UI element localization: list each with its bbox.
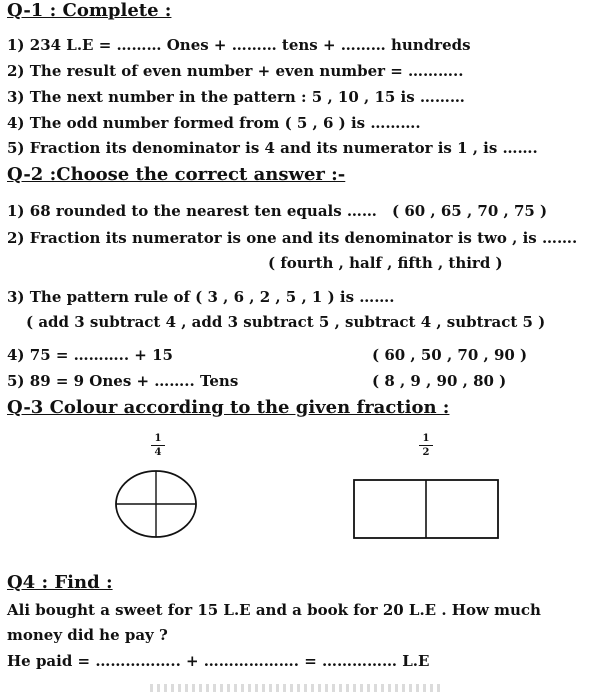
fraction-one-half [419,433,433,458]
q2-item-2-options: ( fourth , half , fifth , third ) [268,254,503,272]
q3-title: Q-3 Colour according to the given fraction : [7,397,450,418]
q2-item-3: 3) The pattern rule of ( 3 , 6 , 2 , 5 , 1 ) is ……. [7,288,395,306]
q1-item-3: 3) The next number in the pattern : 5 , 10 , 15 is ……… [7,88,465,106]
q2-item-5: 5) 89 = 9 Ones + …….. Tens [7,372,239,390]
fraction-bar [151,445,165,446]
q1-item-1: 1) 234 L.E = ……… Ones + ……… tens + ……… hundreds [7,36,471,54]
q1-item-2: 2) The result of even number + even number = ……….. [7,62,464,80]
q2-item-3-options: ( add 3 subtract 4 , add 3 subtract 5 , subtract 4 , subtract 5 ) [26,313,546,331]
q4-line-3: He paid = …………….. + ………………. = …………… L.E [7,652,430,670]
q4-line-1: Ali bought a sweet for 15 L.E and a book for 20 L.E . How much [7,601,541,619]
q2-item-1-options: ( 60 , 65 , 70 , 75 ) [392,202,548,220]
q2-item-4-options: ( 60 , 50 , 70 , 90 ) [372,346,528,364]
q2-item-5-options: ( 8 , 9 , 90 , 80 ) [372,372,507,390]
fraction-one-fourth-numerator: 1 [154,433,162,444]
fraction-one-half-numerator: 1 [422,433,430,444]
fraction-one-fourth [151,433,165,458]
q4-line-2: money did he pay ? [7,626,168,644]
q1-item-4: 4) The odd number formed from ( 5 , 6 ) is ………. [7,114,421,132]
fraction-one-half-denominator: 2 [422,447,430,458]
q1-item-5: 5) Fraction its denominator is 4 and its numerator is 1 , is ……. [7,139,538,157]
rectangle-divided-in-halves[interactable] [352,478,502,542]
q2-title: Q-2 :Choose the correct answer :- [7,164,346,185]
q1-title: Q-1 : Complete : [7,0,172,21]
q2-item-4: 4) 75 = ……….. + 15 [7,346,173,364]
fraction-bar [419,445,433,446]
fraction-one-fourth-denominator: 4 [154,447,162,458]
q2-item-1: 1) 68 rounded to the nearest ten equals …… [7,202,377,220]
circle-divided-in-quarters[interactable] [113,468,199,540]
q2-item-2: 2) Fraction its numerator is one and its denominator is two , is ……. [7,229,578,247]
q4-title: Q4 : Find : [7,572,113,593]
cut-off-watermark [150,684,440,692]
